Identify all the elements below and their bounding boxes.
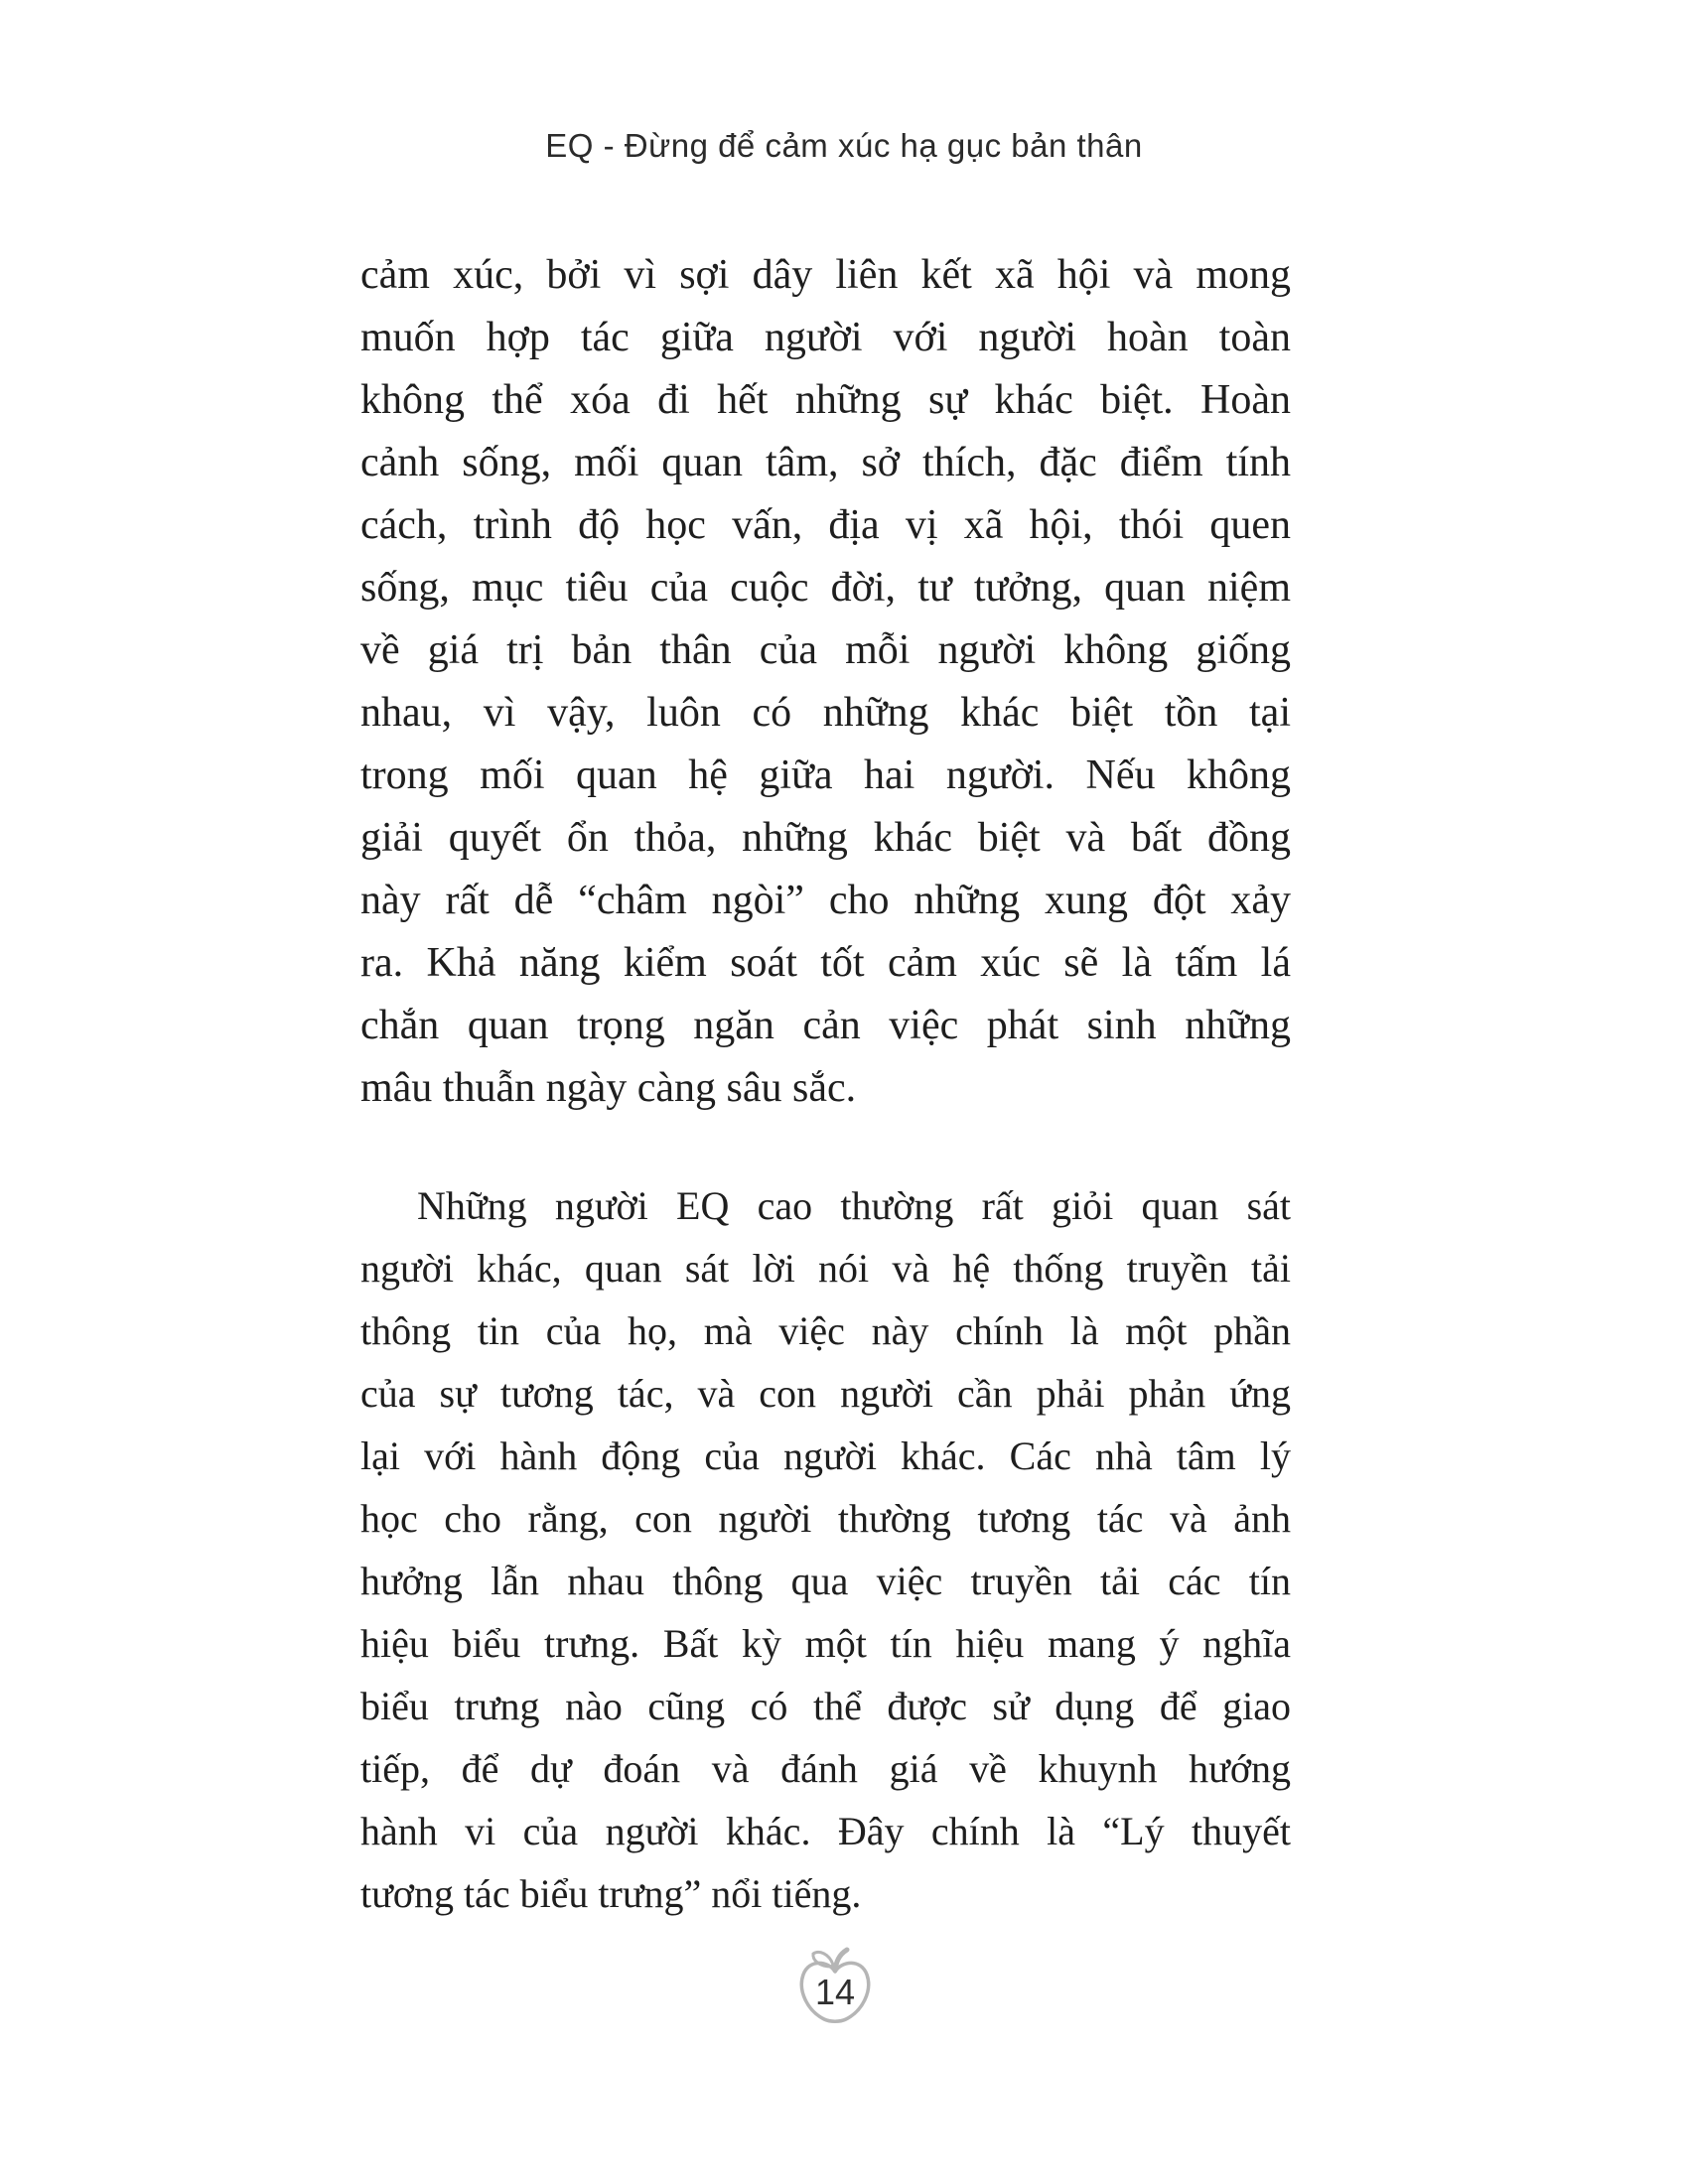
text-line: học cho rằng, con người thường tương tác và ảnh [360, 1496, 1291, 1541]
text-line: biểu trưng nào cũng có thể được sử dụng để giao [360, 1684, 1291, 1728]
text-line: không thể xóa đi hết những sự khác biệt. Hoàn [360, 377, 1291, 423]
page-marker [792, 1946, 878, 2031]
text-line: chắn quan trọng ngăn cản việc phát sinh những [360, 1003, 1291, 1048]
text-line: về giá trị bản thân của mỗi người không giống [360, 627, 1291, 673]
text-line: tiếp, để dự đoán và đánh giá về khuynh hướng [360, 1746, 1291, 1791]
text-line: cảm xúc, bởi vì sợi dây liên kết xã hội và mong [360, 252, 1291, 298]
text-line: người khác, quan sát lời nói và hệ thống truyền tải [360, 1246, 1291, 1291]
text-line: của sự tương tác, và con người cần phải phản ứng [360, 1371, 1291, 1416]
paragraph [360, 1174, 1291, 1925]
text-line: tương tác biểu trưng” nổi tiếng. [360, 1871, 862, 1916]
running-header: EQ - Đừng để cảm xúc hạ gục bản thân [545, 127, 1143, 164]
text-line: thông tin của họ, mà việc này chính là một phần [360, 1308, 1291, 1353]
text-line: hành vi của người khác. Đây chính là “Lý thuyết [360, 1809, 1291, 1853]
text-line: cảnh sống, mối quan tâm, sở thích, đặc điểm tính [360, 440, 1291, 485]
text-line: lại với hành động của người khác. Các nhà tâm lý [360, 1433, 1291, 1478]
text-line: cách, trình độ học vấn, địa vị xã hội, thói quen [360, 502, 1291, 548]
page-body [360, 244, 1291, 1925]
text-line: Những người EQ cao thường rất giỏi quan sát [417, 1183, 1291, 1228]
text-line: nhau, vì vậy, luôn có những khác biệt tồn tại [360, 690, 1291, 736]
text-line: hưởng lẫn nhau thông qua việc truyền tải các tín [360, 1559, 1291, 1603]
text-line: ra. Khả năng kiểm soát tốt cảm xúc sẽ là tấm lá [360, 940, 1291, 986]
page-number: 14 [814, 1972, 856, 2012]
text-line: muốn hợp tác giữa người với người hoàn toàn [360, 315, 1291, 360]
text-line: giải quyết ổn thỏa, những khác biệt và bất đồng [360, 815, 1291, 861]
text-line: trong mối quan hệ giữa hai người. Nếu không [360, 752, 1291, 798]
paragraph [360, 244, 1291, 1120]
text-line: hiệu biểu trưng. Bất kỳ một tín hiệu mang ý nghĩa [360, 1621, 1291, 1666]
text-line: sống, mục tiêu của cuộc đời, tư tưởng, quan niệm [360, 565, 1291, 611]
text-line: này rất dễ “châm ngòi” cho những xung đột xảy [360, 878, 1291, 923]
text-line: mâu thuẫn ngày càng sâu sắc. [360, 1065, 857, 1111]
